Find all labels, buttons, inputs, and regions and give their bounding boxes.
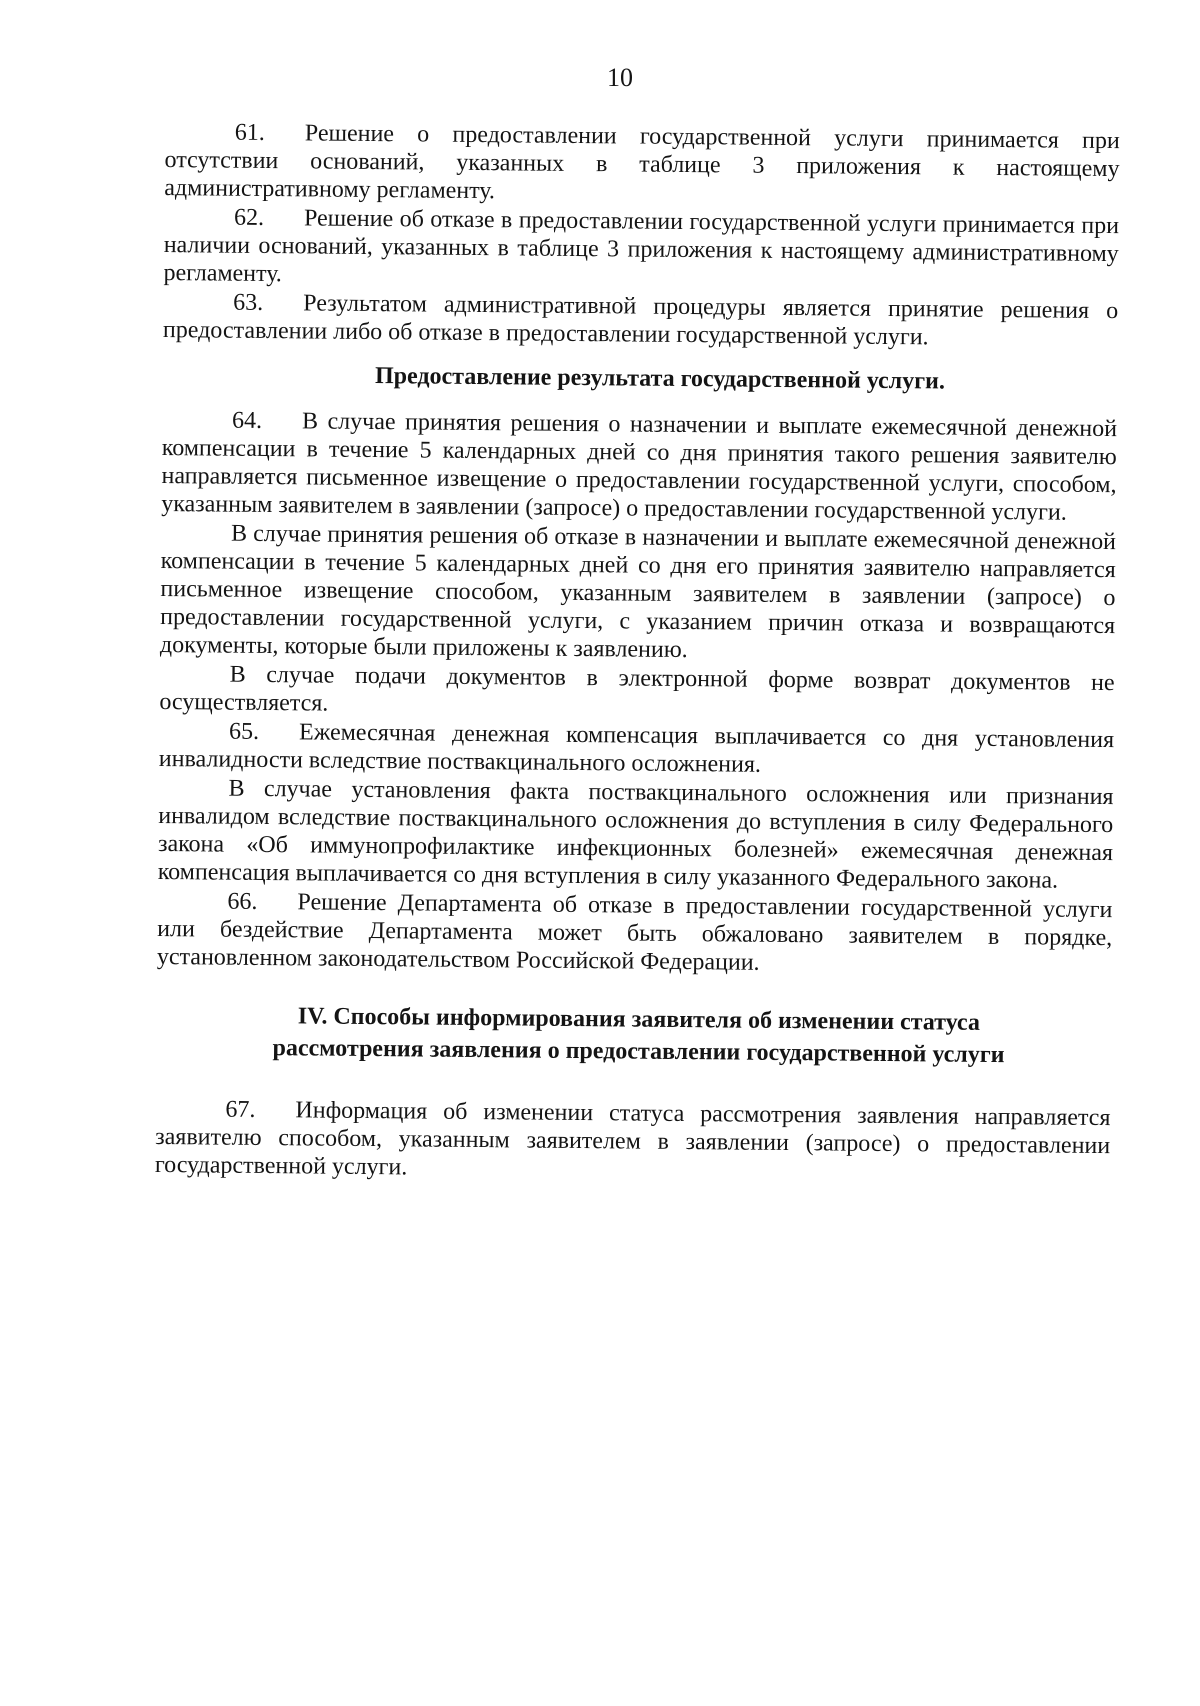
paragraph-text: Решение об отказе в предоставлении государственной услуги принимается при наличии оснований, указанных в таблице 3 приложения к настоящему административному регламенту. — [163, 205, 1120, 288]
paragraph-67 — [155, 1095, 1111, 1188]
section-heading-line: IV. Способы информирования заявителя об изменении статуса — [297, 1003, 981, 1036]
paragraph-64 — [161, 406, 1117, 527]
paragraph-text: В случае подачи документов в электронной форме возврат документов не осуществляется. — [159, 661, 1115, 717]
paragraph-65-law — [158, 774, 1114, 895]
subsection-heading-result: Предоставление результата государственной услуги. — [374, 363, 946, 395]
paragraph-number: 65. — [228, 718, 260, 745]
paragraph-61 — [164, 118, 1120, 211]
paragraph-64-electronic — [159, 660, 1114, 725]
paragraph-text: В случае установления факта поствакцинального осложнения или признания инвалидом вследствие поствакцинального осложнения до вступления в силу Федерального закона «Об иммунопрофилактике инфекционных болезней» ежемесячная денежная компенсация выплачивается со дня вступления в силу указанного Федерального закона. — [157, 775, 1114, 894]
document-body — [155, 118, 1120, 1188]
paragraph-65 — [159, 717, 1114, 782]
paragraph-text: Ежемесячная денежная компенсация выплачивается со дня установления инвалидности вследствие поствакцинального осложнения. — [158, 719, 1115, 778]
section-heading-iv — [156, 999, 1112, 1072]
paragraph-number: 61. — [234, 119, 265, 146]
paragraph-62 — [163, 203, 1119, 296]
paragraph-66 — [157, 887, 1113, 980]
paragraph-text: Результатом административной процедуры является принятие решения о предоставлении либо об отказе в предоставлении государственной услуги. — [162, 290, 1119, 351]
paragraph-number: 63. — [233, 289, 264, 316]
paragraph-text: В случае принятия решения об отказе в назначении и выплате ежемесячной денежной компенсации в течение 5 календарных дней со дня его принятия заявителю направляется письменное извещение способом, указанным заявителем в заявлении (запросе) о предоставлении государственной услуги, с указанием причин отказа и возвращаются документы, которые были приложены к заявлению. — [159, 520, 1117, 664]
paragraph-text: Решение о предоставлении государственной услуги принимается при отсутствии оснований, указанных в таблице 3 приложения к настоящему административному регламенту. — [164, 120, 1120, 205]
paragraph-number: 62. — [233, 204, 265, 231]
paragraph-63 — [163, 288, 1118, 353]
paragraph-text: Информация об изменении статуса рассмотрения заявления направляется заявителю способом, указанным заявителем в заявлении (запросе) о предоставлении государственной услуги. — [154, 1097, 1111, 1181]
paragraph-number: 66. — [227, 888, 258, 915]
paragraph-text: Решение Департамента об отказе в предоставлении государственной услуги или бездействие Департамента может быть обжаловано заявителем в порядке, установленном законодательством Российской Федерации. — [156, 889, 1113, 976]
paragraph-64-refusal — [160, 519, 1116, 668]
section-heading-line: рассмотрения заявления о предоставлении государственной услуги — [272, 1035, 1005, 1069]
paragraph-text: В случае принятия решения о назначении и выплате ежемесячной денежной компенсации в течение 5 календарных дней со дня принятия такого решения заявителю направляется письменное извещение о предоставлении государственной услуги, способом, указанным заявителем в заявлении (запросе) о предоставлении государственной услуги. — [161, 408, 1118, 526]
paragraph-number: 64. — [231, 407, 263, 434]
page-number: 10 — [607, 63, 633, 92]
paragraph-number: 67. — [225, 1096, 256, 1123]
